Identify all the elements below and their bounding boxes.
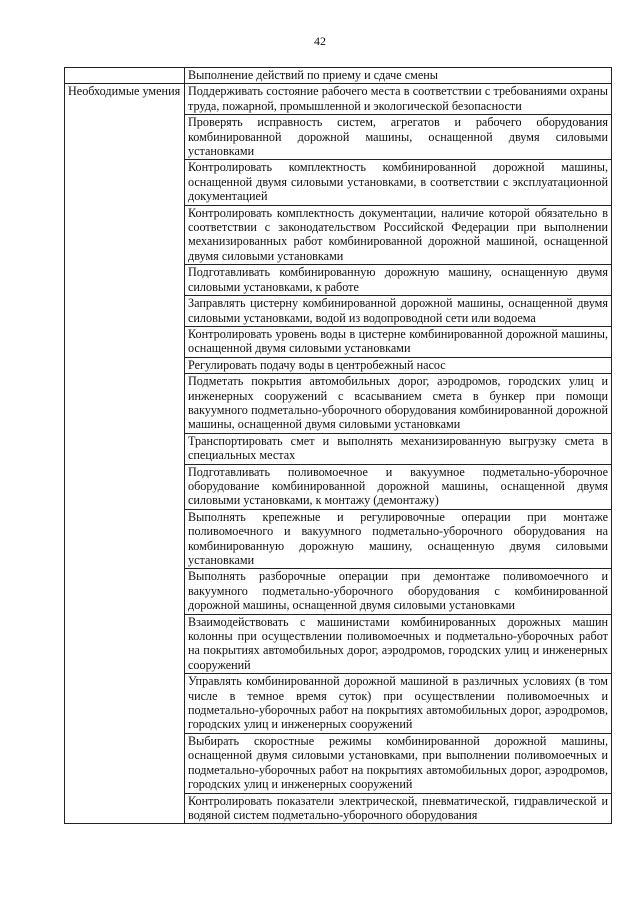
skill-cell: Регулировать подачу воды в центробежный насос [185,357,612,373]
skill-cell: Контролировать комплектность документации, наличие которой обязательно в соответствии с законодательством Российской Федерации при выполнении механизированных работ комбинированной дорожной машиной, оснащенной двумя силовыми установками [185,205,612,265]
top-row-cell: Выполнение действий по приему и сдаче смены [185,68,612,84]
skill-cell: Взаимодействовать с машинистами комбинированных дорожных машин колонны при осуществлении поливомоечных и подметально-уборочных работ на покрытиях автомобильных дорог, аэродромов, городских улиц и инженерных сооружений [185,614,612,674]
page-number: 42 [314,34,326,48]
skill-cell: Выполнять крепежные и регулировочные операции при монтаже поливомоечного и вакуумного подметально-уборочного оборудования на комбинированную дорожную машину, оснащенную двумя силовыми установками [185,509,612,569]
skill-cell: Подметать покрытия автомобильных дорог, аэродромов, городских улиц и инженерных сооружений с всасыванием смета в бункер при помощи вакуумного подметально-уборочного оборудования комбинированной дорожной машины, оснащенной двумя силовыми установками [185,374,612,434]
skill-cell: Управлять комбинированной дорожной машиной в различных условиях (в том числе в темное время суток) при осуществлении поливомоечных и подметально-уборочных работ на покрытиях автомобильных дорог, аэродромов, городских улиц и инженерных сооружений [185,674,612,734]
skill-cell: Проверять исправность систем, агрегатов и рабочего оборудования комбинированной дорожной машины, оснащенной двумя силовыми установками [185,115,612,160]
skill-cell: Выполнять разборочные операции при демонтаже поливомоечного и вакуумного подметально-уборочного оборудования с комбинированной дорожной машины, оснащенной двумя силовыми установками [185,569,612,614]
skill-cell: Подготавливать комбинированную дорожную машину, оснащенную двумя силовыми установками, к работе [185,265,612,296]
skill-cell: Выбирать скоростные режимы комбинированной дорожной машины, оснащенной двумя силовыми установками, при выполнении поливомоечных и подметально-уборочных работ на покрытиях автомобильных дорог, аэродромов, городских улиц и инженерных сооружений [185,733,612,793]
requirements-table [64,67,612,824]
skill-cell: Контролировать уровень воды в цистерне комбинированной дорожной машины, оснащенной двумя силовыми установками [185,326,612,357]
table-row [65,68,612,84]
empty-label-cell [65,68,185,84]
section-label: Необходимые умения [65,84,185,824]
skill-cell: Контролировать комплектность комбинированной дорожной машины, оснащенной двумя силовыми установками, в соответствии с эксплуатационной документацией [185,160,612,205]
skill-cell: Транспортировать смет и выполнять механизированную выгрузку смета в специальных местах [185,433,612,464]
skill-cell: Поддерживать состояние рабочего места в соответствии с требованиями охраны труда, пожарной, промышленной и экологической безопасности [185,84,612,115]
skill-cell: Заправлять цистерну комбинированной дорожной машины, оснащенной двумя силовыми установками, водой из водопроводной сети или водоема [185,296,612,327]
skill-cell: Подготавливать поливомоечное и вакуумное подметально-уборочное оборудование комбинированной дорожной машины, оснащенной двумя силовыми установками, к монтажу (демонтажу) [185,464,612,509]
table-row [65,84,612,115]
skill-cell: Контролировать показатели электрической, пневматической, гидравлической и водяной систем подметально-уборочного оборудования [185,793,612,824]
